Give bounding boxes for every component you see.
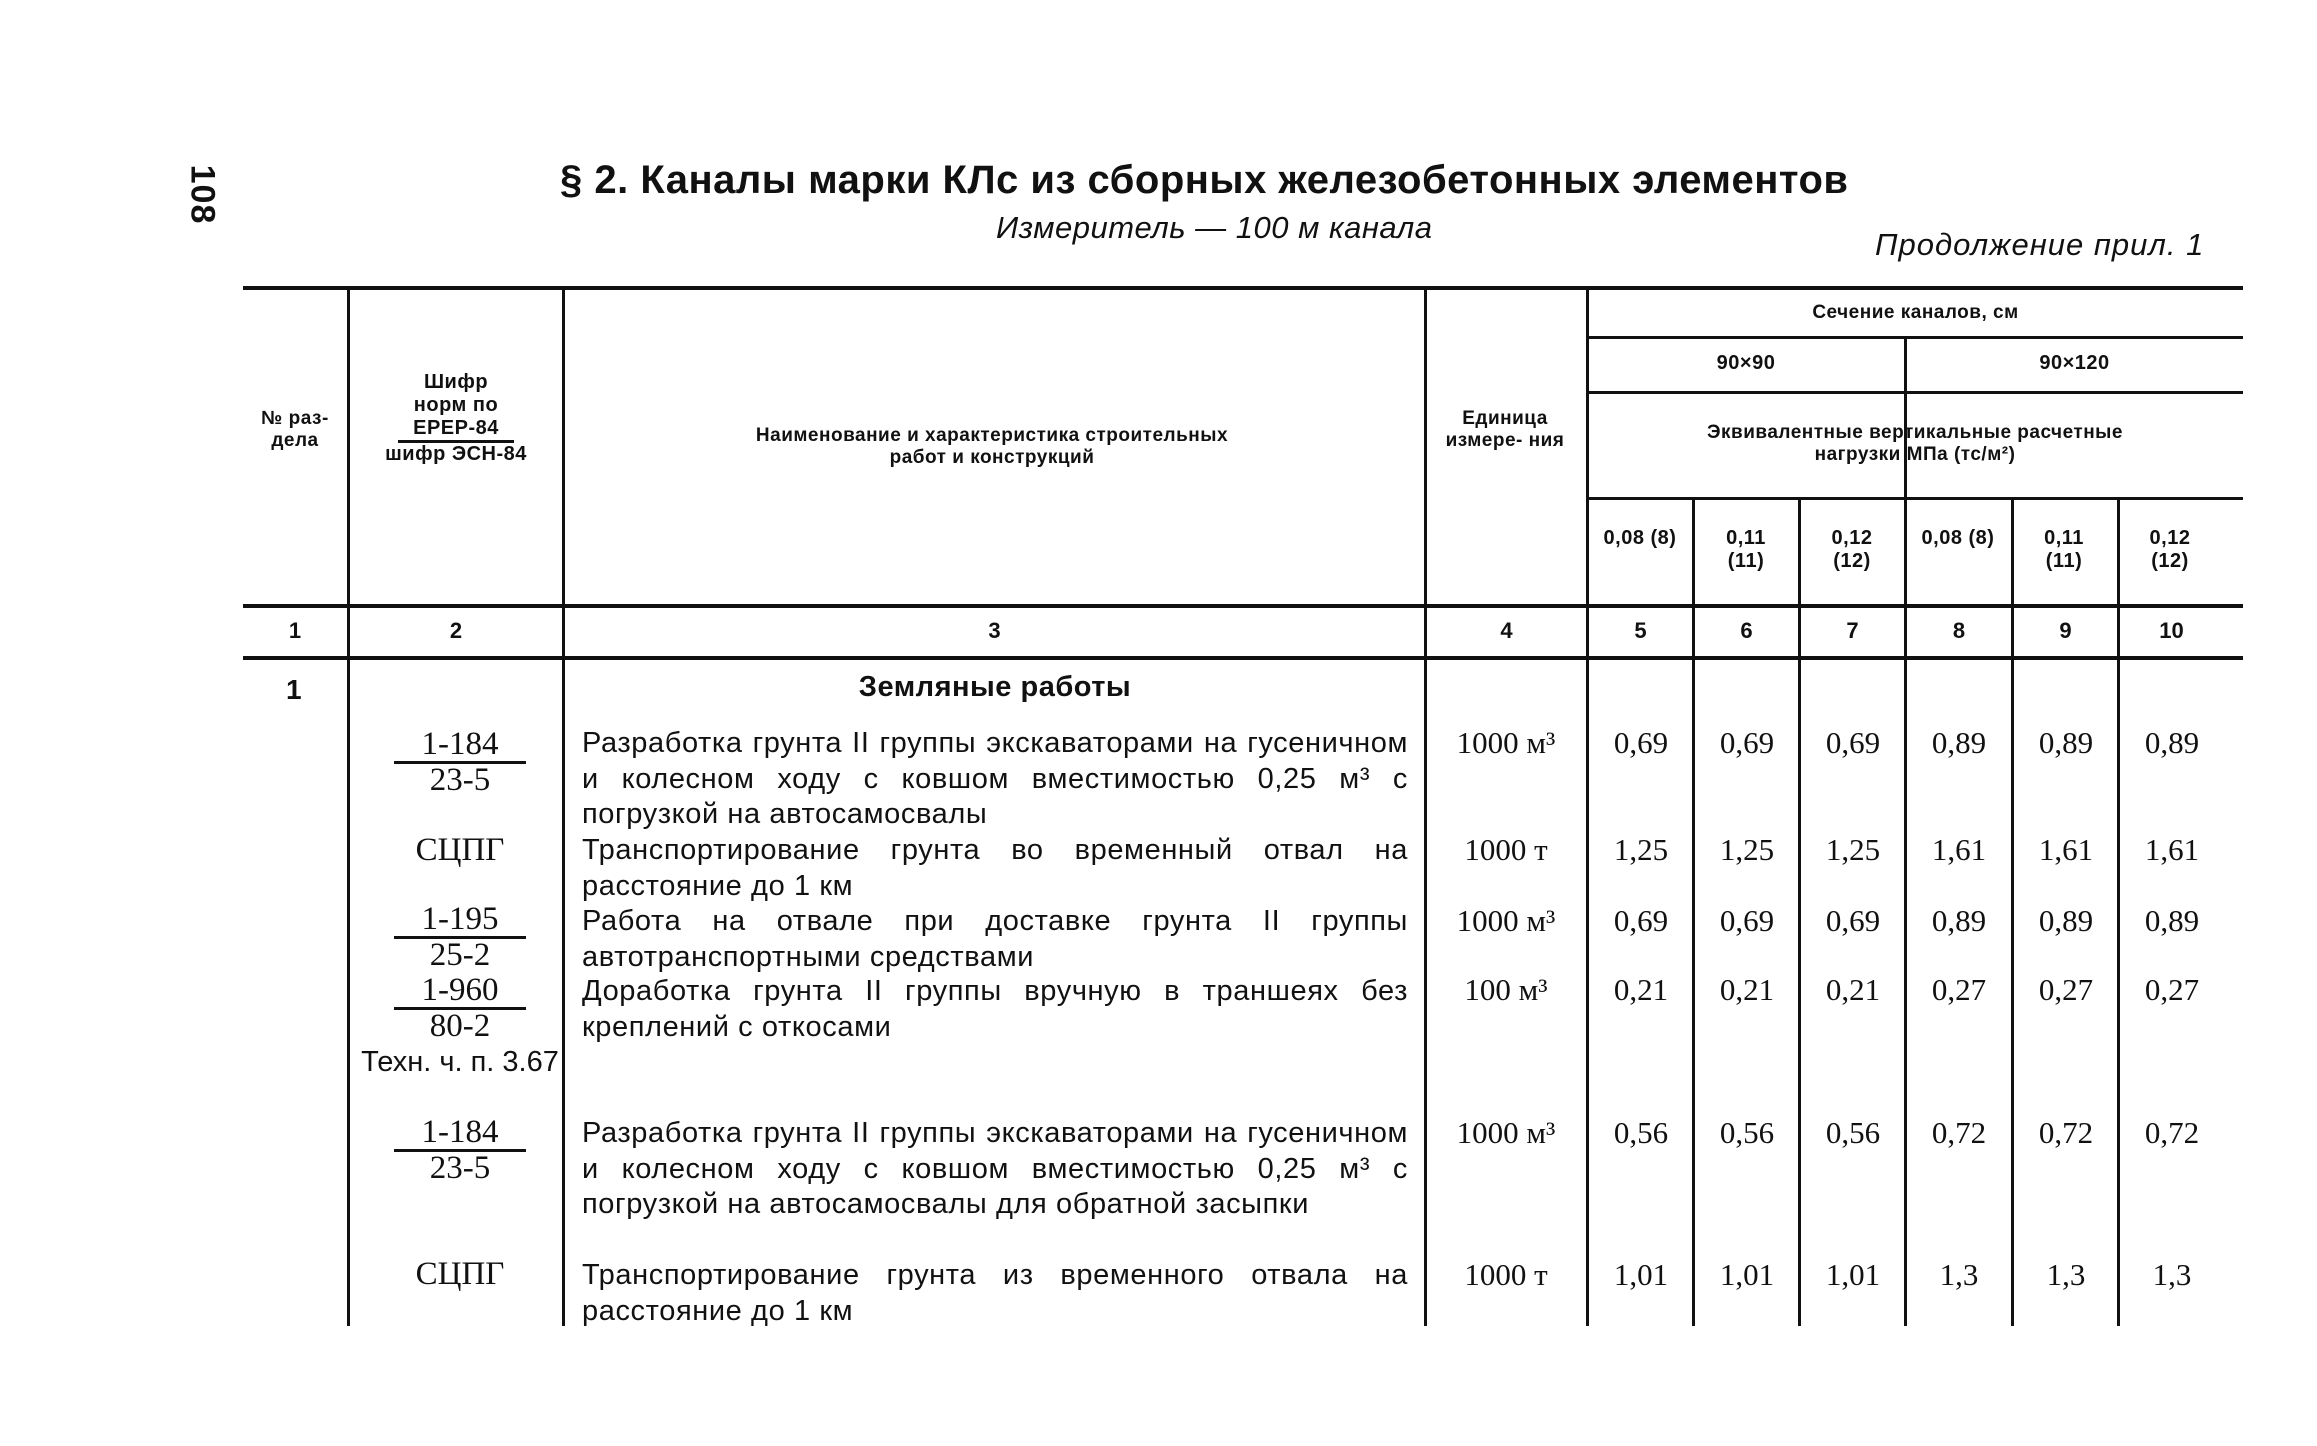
column-number-4: 4 <box>1500 618 1513 643</box>
table-row-6-value-9: 1,3 <box>2046 1257 2086 1292</box>
table-row-3-value-6: 0,69 <box>1719 903 1775 938</box>
table-row-6-code <box>360 1258 560 1291</box>
table-row-3-code <box>360 903 560 972</box>
column-number-10: 10 <box>2159 618 2184 643</box>
table-row-3-description: Работа на отвале при доставке грунта II группы автотранспортными средствами <box>582 905 1408 973</box>
header-section-number: № раз- дела <box>261 408 329 451</box>
code-numerator: 1-184 <box>394 1116 526 1152</box>
table-row-4-description: Доработка грунта II группы вручную в траншеях без креплений с откосами <box>582 975 1408 1043</box>
code-denominator: 23-5 <box>429 762 491 798</box>
code-denominator: 25-2 <box>429 937 491 973</box>
header-unit: Единица измере- ния <box>1445 408 1565 451</box>
table-row-6-value-7: 1,01 <box>1825 1257 1881 1292</box>
table-row-4-code <box>360 974 560 1079</box>
table-row-3-value-8: 0,89 <box>1931 903 1987 938</box>
col-divider-1 <box>347 286 350 1326</box>
table-row-6-value-6: 1,01 <box>1719 1257 1775 1292</box>
header-code-ersr <box>356 371 556 466</box>
table-row-2-value-9: 1,61 <box>2038 832 2094 867</box>
table-row-3-value-9: 0,89 <box>2038 903 2094 938</box>
page-title: § 2. Каналы марки КЛс из сборных железобетонных элементов <box>560 158 1849 202</box>
column-number-7: 7 <box>1846 618 1859 643</box>
table-row-1-value-5: 0,69 <box>1613 725 1669 760</box>
table-row-1-unit: 1000 м³ <box>1456 725 1556 760</box>
table-row-1-code <box>360 728 560 797</box>
table-row-2-value-6: 1,25 <box>1719 832 1775 867</box>
continuation-note: Продолжение прил. 1 <box>1875 227 2205 262</box>
table-row-6-value-10: 1,3 <box>2152 1257 2192 1292</box>
table-row-2-description: Транспортирование грунта во временный отвал на расстояние до 1 км <box>582 834 1408 902</box>
table-row-1-value-9: 0,89 <box>2038 725 2094 760</box>
table-row-2-code <box>360 834 560 867</box>
table-row-1-description: Разработка грунта II группы экскаваторами на гусеничном и колесном ходу с ковшом вместимостью 0,25 м³ с погрузкой на автосамосвалы <box>582 727 1408 830</box>
table-row-5-value-8: 0,72 <box>1931 1115 1987 1150</box>
section-number: 1 <box>286 674 302 705</box>
code-denominator: 23-5 <box>429 1150 491 1186</box>
header-equivalent-loads: Эквивалентные вертикальные расчетные нагрузки МПа (тс/м²) <box>1707 422 2123 465</box>
table-row-5-value-5: 0,56 <box>1613 1115 1669 1150</box>
table-row-6-value-5: 1,01 <box>1613 1257 1669 1292</box>
table-row-4-value-6: 0,21 <box>1719 972 1775 1007</box>
header-load-7: 0,12 (12) <box>1831 527 1873 572</box>
table-row-1-value-6: 0,69 <box>1719 725 1775 760</box>
column-number-3: 3 <box>988 618 1001 643</box>
table-row-3-value-5: 0,69 <box>1613 903 1669 938</box>
code-single: СЦПГ <box>415 832 505 868</box>
column-number-6: 6 <box>1740 618 1753 643</box>
header-rule-loads <box>1588 497 2243 500</box>
header-load-9: 0,11 (11) <box>2044 527 2084 572</box>
code-technical-note: Техн. ч. п. 3.67 <box>361 1046 559 1078</box>
column-number-1: 1 <box>288 618 302 643</box>
colnum-bottom-rule <box>243 656 2243 660</box>
table-row-6-value-8: 1,3 <box>1939 1257 1979 1292</box>
table-row-2-value-5: 1,25 <box>1613 832 1669 867</box>
table-row-5-value-7: 0,56 <box>1825 1115 1881 1150</box>
header-rule-sizes <box>1588 391 2243 394</box>
table-row-5-unit: 1000 м³ <box>1456 1115 1556 1150</box>
table-row-5-description: Разработка грунта II группы экскаваторами на гусеничном и колесном ходу с ковшом вместимостью 0,25 м³ с погрузкой на автосамосвалы для обратной засыпки <box>582 1117 1408 1220</box>
code-numerator: 1-195 <box>394 903 526 939</box>
header-bottom-rule <box>243 604 2243 608</box>
table-top-rule <box>243 286 2243 290</box>
table-row-2-value-8: 1,61 <box>1931 832 1987 867</box>
table-row-4-value-9: 0,27 <box>2038 972 2094 1007</box>
column-number-2: 2 <box>449 618 463 643</box>
column-number-9: 9 <box>2059 618 2072 643</box>
header-size-90x90: 90×90 <box>1716 352 1776 374</box>
table-row-4-value-10: 0,27 <box>2144 972 2200 1007</box>
table-row-5-value-6: 0,56 <box>1719 1115 1775 1150</box>
column-number-5: 5 <box>1634 618 1647 643</box>
table-row-5-value-9: 0,72 <box>2038 1115 2094 1150</box>
table-row-4-value-5: 0,21 <box>1613 972 1669 1007</box>
table-row-3-value-7: 0,69 <box>1825 903 1881 938</box>
page-number: 108 <box>183 164 222 225</box>
header-load-10: 0,12 (12) <box>2149 527 2191 572</box>
table-row-3-value-10: 0,89 <box>2144 903 2200 938</box>
header-load-6: 0,11 (11) <box>1726 527 1766 572</box>
table-row-3-unit: 1000 м³ <box>1456 903 1556 938</box>
table-row-1-value-8: 0,89 <box>1931 725 1987 760</box>
col-divider-3 <box>1424 286 1427 1326</box>
table-row-2-unit: 1000 т <box>1464 832 1548 867</box>
table-row-4-unit: 100 м³ <box>1464 972 1548 1007</box>
code-denominator: 80-2 <box>429 1008 491 1044</box>
code-numerator: 1-184 <box>394 728 526 764</box>
header-size-90x120: 90×120 <box>2039 352 2110 374</box>
table-row-1-value-7: 0,69 <box>1825 725 1881 760</box>
table-row-6-unit: 1000 т <box>1464 1257 1548 1292</box>
header-rule-group <box>1588 336 2243 339</box>
table-row-2-value-10: 1,61 <box>2144 832 2200 867</box>
code-numerator: 1-960 <box>394 974 526 1010</box>
table-row-6-description: Транспортирование грунта из временного отвала на расстояние до 1 км <box>582 1259 1408 1327</box>
table-row-4-value-7: 0,21 <box>1825 972 1881 1007</box>
table-row-5-code <box>360 1116 560 1185</box>
table-row-4-value-8: 0,27 <box>1931 972 1987 1007</box>
header-channel-section: Сечение каналов, см <box>1812 302 2019 323</box>
table-row-5-value-10: 0,72 <box>2144 1115 2200 1150</box>
col-divider-2 <box>562 286 565 1326</box>
header-code-top: Шифр норм по ЕРЕР-84 <box>398 371 514 443</box>
col-divider-4 <box>1586 286 1589 1326</box>
page-subtitle: Измеритель — 100 м канала <box>996 210 1433 245</box>
header-load-5: 0,08 (8) <box>1603 527 1677 549</box>
header-load-8: 0,08 (8) <box>1921 527 1995 549</box>
section-title: Земляные работы <box>858 671 1132 703</box>
table-row-2-value-7: 1,25 <box>1825 832 1881 867</box>
table-row-1-value-10: 0,89 <box>2144 725 2200 760</box>
header-work-name: Наименование и характеристика строительных работ и конструкций <box>755 425 1229 468</box>
code-single: СЦПГ <box>415 1256 505 1292</box>
header-code-bottom: шифр ЭСН-84 <box>385 443 527 465</box>
column-number-8: 8 <box>1952 618 1966 643</box>
